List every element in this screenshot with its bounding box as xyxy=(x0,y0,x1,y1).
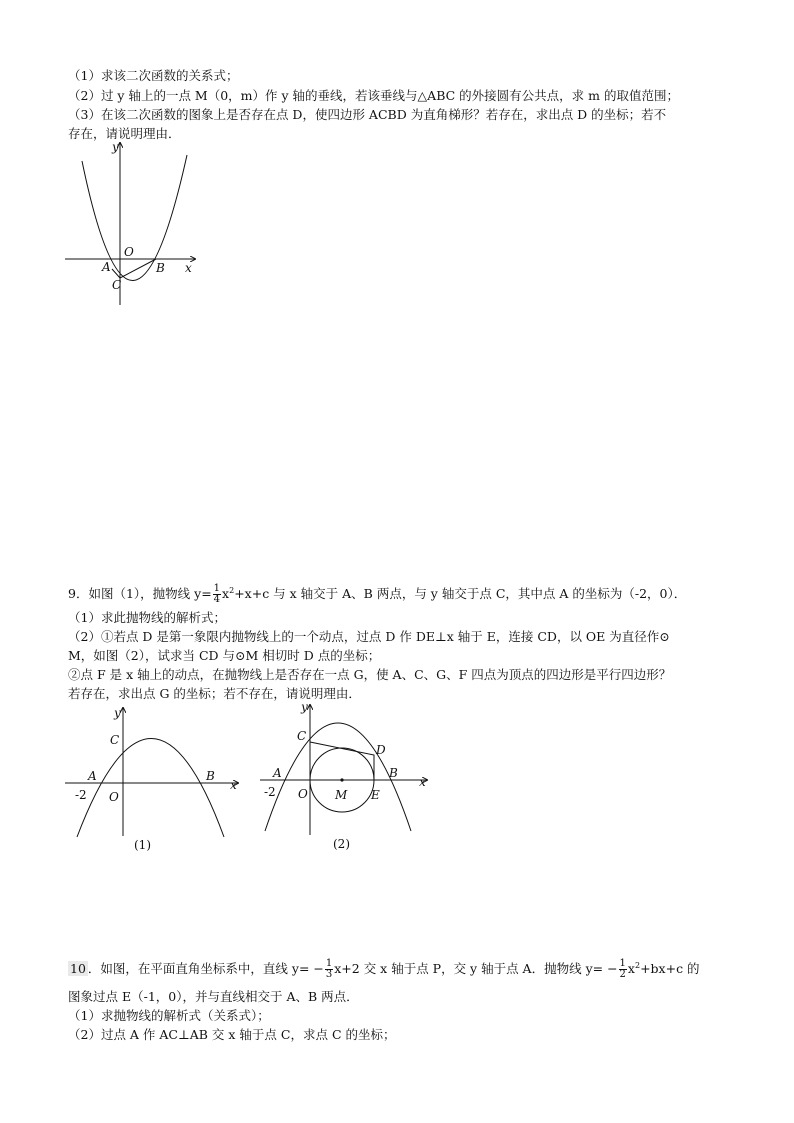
fig2-label-o: O xyxy=(298,787,308,801)
p9-figure-2 xyxy=(255,695,435,860)
p10-question-2: （2）过点 A 作 AC⊥AB 交 x 轴于点 C，求点 C 的坐标； xyxy=(68,1027,396,1042)
p9-question-1: （1）求此抛物线的解析式； xyxy=(68,610,226,625)
fig1-label-a: A xyxy=(88,769,97,783)
fig2-caption: (2) xyxy=(333,837,350,851)
fig2-label-m: M xyxy=(335,788,348,802)
p8-label-y: y xyxy=(112,140,119,154)
p10-number: 10 xyxy=(70,961,86,977)
p8-label-b: B xyxy=(156,261,165,275)
p8-question-1: （1）求该二次函数的关系式； xyxy=(68,68,239,83)
p9-question-2-line1: （2）①若点 D 是第一象限内抛物线上的一个动点，过点 D 作 DE⊥x 轴于 E，连接 CD，以 OE 为直径作⊙ xyxy=(68,629,670,644)
p10-fraction-1: $\frac{1}{3}$ xyxy=(325,958,333,981)
p8-question-3-line2: 存在，请说明理由． xyxy=(68,126,181,141)
fig2-label-d: D xyxy=(376,743,386,757)
p9-question-2-line3: ②点 F 是 x 轴上的动点，在抛物线上是否存在一点 G，使 A、C、G、F 四点为顶点的四边形是平行四边形？ xyxy=(68,667,672,682)
fig2-label-c: C xyxy=(297,729,307,743)
p10-lead: 10 ．如图，在平面直角坐标系中，直线 y= − $\frac{1}{3}$ x+2 交 x 轴于点 P，交 y 轴于点 A．抛物线 y= − $\frac{1}{2}$ $x^2+bx+c$ 的 xyxy=(70,958,700,981)
p9-figure-1 xyxy=(60,700,250,860)
p8-question-2: （2）过 y 轴上的一点 M（0，m）作 y 轴的垂线，若该垂线与△ABC 的外接圆有公共点，求 m 的取值范围； xyxy=(68,88,679,103)
fig1-caption: (1) xyxy=(134,838,151,852)
p10-fraction-2: $\frac{1}{2}$ xyxy=(619,958,626,981)
p10-lead-a: ．如图，在平面直角坐标系中，直线 y= − xyxy=(87,961,324,977)
p8-question-3-line1: （3）在该二次函数的图象上是否存在点 D，使四边形 ACBD 为直角梯形？若存在，求出点 D 的坐标；若不 xyxy=(68,107,667,122)
p9-fraction: $\frac{1}{4}$ xyxy=(213,583,221,606)
fig1-label-o: O xyxy=(109,790,119,804)
p9-question-2-line4: 若存在，求出点 G 的坐标；若不存在，请说明理由． xyxy=(68,686,361,701)
p8-label-x: x xyxy=(185,261,192,275)
p10-line-2: 图象过点 E（-1，0），并与直线相交于 A、B 两点． xyxy=(68,989,359,1004)
p9-lead-c: +x+c 与 x 轴交于 A、B 两点，与 y 轴交于点 C，其中点 A 的坐标为（-2，0）． xyxy=(234,586,687,602)
fig2-label-x: x xyxy=(419,775,426,789)
p8-label-o: O xyxy=(124,245,134,259)
p10-lead-d: +bx+c 的 xyxy=(640,961,700,977)
fig1-label-c: C xyxy=(110,733,120,747)
p9-lead-a: 9．如图（1），抛物线 y= xyxy=(68,586,212,602)
fig1-label-b: B xyxy=(206,769,215,783)
p8-parabola xyxy=(82,155,187,281)
fig2-label-e: E xyxy=(371,788,380,802)
fig1-label-x: x xyxy=(230,778,237,792)
fig2-center-dot xyxy=(340,778,343,781)
p10-question-1: （1）求抛物线的解析式（关系式）； xyxy=(68,1008,270,1023)
fig2-label-b: B xyxy=(389,766,398,780)
fig2-label-a: A xyxy=(273,766,282,780)
p9-lead: 9．如图（1），抛物线 y= $\frac{1}{4}$ $x^2+x+c$ 与 x 轴交于 A、B 两点，与 y 轴交于点 C，其中点 A 的坐标为（-2，0）． xyxy=(68,583,687,606)
p8-label-a: A xyxy=(102,260,111,274)
p9-question-2-line2: M，如图（2），试求当 CD 与⊙M 相切时 D 点的坐标； xyxy=(68,648,381,663)
fig1-parabola xyxy=(77,739,224,838)
fig1-label-y: y xyxy=(114,706,121,720)
p8-parabola-figure xyxy=(60,135,210,310)
fig1-label-neg2: -2 xyxy=(75,788,87,802)
p10-lead-b: x+2 交 x 轴于点 P，交 y 轴于点 A．抛物线 y= − xyxy=(334,961,618,977)
p8-label-c: C xyxy=(112,278,122,292)
fig2-label-y: y xyxy=(301,700,308,714)
fig2-label-neg2: -2 xyxy=(264,785,276,799)
